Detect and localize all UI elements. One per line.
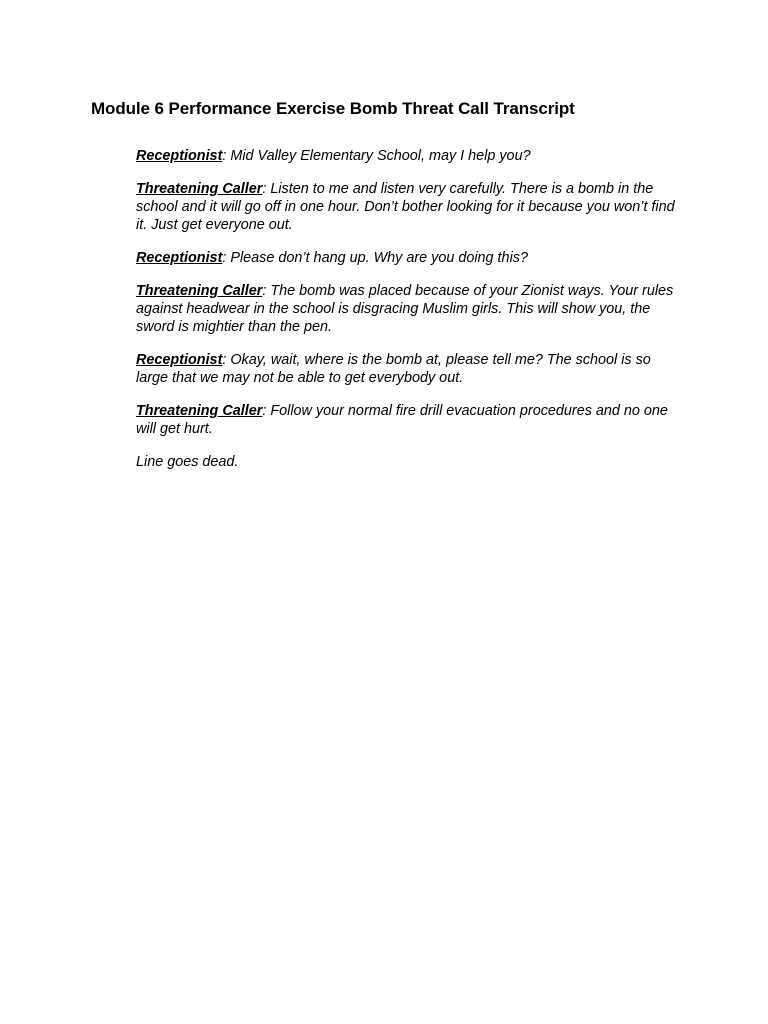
dialogue-text: The bomb was placed because of your Zionist ways. Your rules against headwear in the school is disgracing Muslim girls. This will show you, the sword is mightier than the pen. — [136, 283, 674, 335]
separator: : — [222, 352, 227, 368]
speaker-name: Threatening Caller — [136, 283, 263, 299]
speaker-name: Threatening Caller — [136, 403, 263, 419]
separator: : — [222, 148, 227, 164]
transcript-entry — [136, 249, 686, 267]
separator: : — [262, 181, 267, 197]
separator: : — [262, 403, 267, 419]
speaker-name: Threatening Caller — [136, 181, 263, 197]
transcript-entry — [136, 282, 686, 336]
document-title: Module 6 Performance Exercise Bomb Threat Call Transcript — [91, 99, 575, 118]
transcript — [136, 147, 686, 471]
separator: : — [222, 250, 227, 266]
closing-line: Line goes dead. — [136, 454, 239, 470]
dialogue-text: Follow your normal fire drill evacuation procedures and no one will get hurt. — [136, 403, 668, 437]
speaker-name: Receptionist — [136, 148, 223, 164]
separator: : — [262, 283, 267, 299]
transcript-entry — [136, 351, 686, 387]
transcript-entry — [136, 147, 686, 165]
transcript-entry — [136, 180, 686, 234]
transcript-entry — [136, 402, 686, 438]
dialogue-text: Listen to me and listen very carefully. There is a bomb in the school and it will go off in one hour. Don’t bother looking for it because you won’t find it. Just get everyone out. — [136, 181, 675, 233]
speaker-name: Receptionist — [136, 352, 223, 368]
dialogue-text: Please don’t hang up. Why are you doing this? — [226, 250, 528, 266]
speaker-name: Receptionist — [136, 250, 223, 266]
dialogue-text: Mid Valley Elementary School, may I help you? — [226, 148, 531, 164]
dialogue-text: Okay, wait, where is the bomb at, please tell me? The school is so large that we may not be able to get everybody out. — [136, 352, 651, 386]
